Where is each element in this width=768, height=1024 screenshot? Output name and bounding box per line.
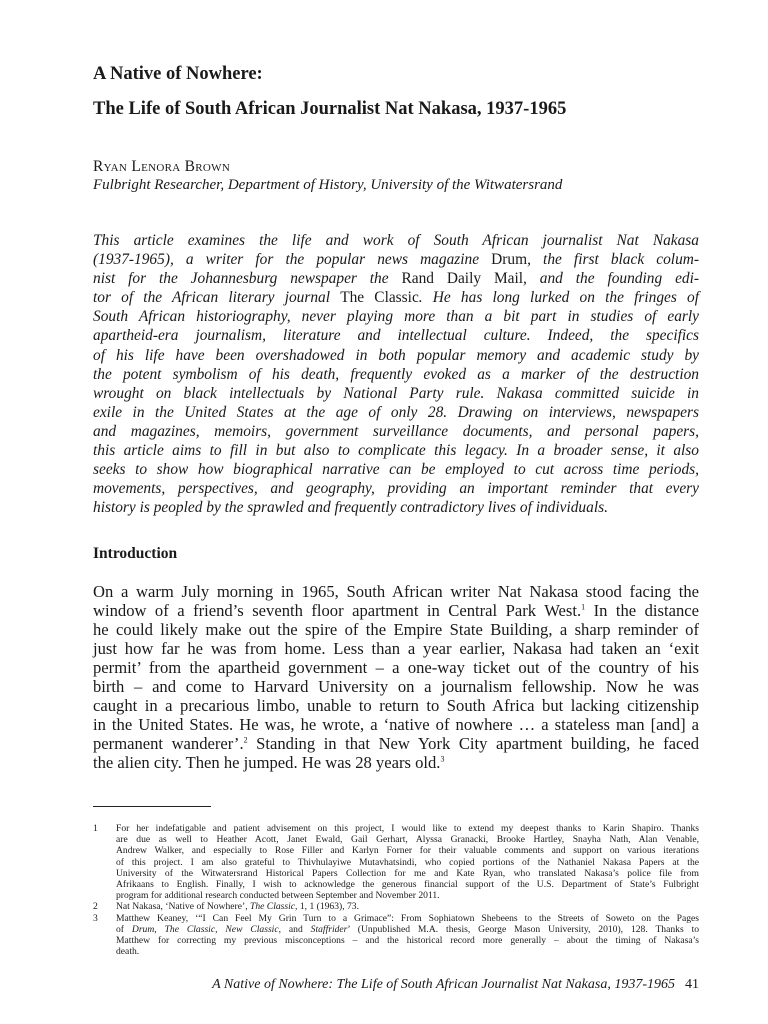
- abstract-line: South African historiography, never playing more than a bit part in studies of early: [93, 308, 699, 326]
- footnote-line: Afrikaans to English. Finally, I wish to acknowledge the generous financial support of the U.S. Department of State’s Fulbright: [116, 878, 699, 890]
- footnote-2: [93, 901, 699, 912]
- footnote-line: of this project. I am also grateful to Thivhulayiwe Mutavhatsindi, who copied portions of the Nathaniel Nakasa Papers at the: [116, 856, 699, 868]
- page-number: 41: [685, 977, 699, 992]
- body-line: birth – and come to Harvard University on a journalism fellowship. Now he was: [93, 677, 699, 696]
- abstract-line: and magazines, memoirs, government surveillance documents, and personal papers,: [93, 422, 699, 440]
- body-line: window of a friend’s seventh floor apartment in Central Park West.$^1$ In the distance: [93, 601, 699, 620]
- footnote-line: program for additional research conducted between September and November 2011.: [116, 890, 440, 902]
- publication-name: Drum: [491, 251, 528, 269]
- publication-name: The Classic: [340, 289, 419, 307]
- footnote-ref-2[interactable]: 2: [243, 735, 248, 745]
- abstract-line: movements, perspectives, and geography, providing an important reminder that every: [93, 480, 699, 498]
- section-heading-introduction: Introduction: [93, 545, 178, 562]
- footnote-line: Matthew for correcting my previous misconceptions – and the historical record more generally – about the timing of Nakasa’s: [116, 934, 699, 946]
- footnote-line: are due as well to Heather Acott, Janet Ewald, Gail Gerhart, Alyssa Granacki, Brooke Hartley, Snayha Nath, Alan Venable,: [116, 834, 699, 846]
- body-line: permit’ from the apartheid government – a one-way ticket out of the country of his: [93, 658, 699, 677]
- footnotes: [93, 823, 699, 957]
- footnote-ref-1[interactable]: 1: [581, 602, 586, 612]
- running-footer: [212, 977, 699, 993]
- article-title-line1: A Native of Nowhere:: [93, 64, 263, 84]
- body-line: On a warm July morning in 1965, South African writer Nat Nakasa stood facing the: [93, 582, 699, 601]
- running-footer-title: A Native of Nowhere: The Life of South African Journalist Nat Nakasa, 1937-1965: [212, 977, 675, 992]
- body-line: permanent wanderer’.$^2$ Standing in that New York City apartment building, he faced: [93, 734, 699, 753]
- footnote-line: Nat Nakasa, ‘Native of Nowhere’, The Classic, 1, 1 (1963), 73.: [116, 901, 360, 913]
- footnote-line: For her indefatigable and patient advisement on this project, I would like to extend my deepest thanks to Karin Shapiro. Thanks: [116, 823, 699, 834]
- abstract-line: seeks to show how biographical narrative can be employed to cut across time periods,: [93, 461, 699, 479]
- footnote-ref-3[interactable]: 3: [440, 754, 445, 764]
- abstract-line: of his life have been overshadowed in both popular memory and academic study by: [93, 346, 699, 364]
- author-affiliation: Fulbright Researcher, Department of History, University of the Witwatersrand: [93, 177, 563, 193]
- body-line: the alien city. Then he jumped. He was 28 years old.$^3$: [93, 753, 445, 772]
- abstract-line: nist for the Johannesburg newspaper the Rand Daily Mail, and the founding edi-: [93, 270, 699, 288]
- abstract-line: exile in the United States at the age of only 28. Drawing on interviews, newspapers: [93, 403, 699, 421]
- footnote-number: 2: [93, 901, 98, 913]
- footnote-divider: [93, 806, 211, 807]
- introduction-paragraph: [93, 582, 699, 772]
- publication-name: Rand Daily Mail: [401, 270, 524, 288]
- abstract: [93, 231, 699, 517]
- abstract-line: apartheid-era journalism, literature and intellectual culture. Indeed, the specifics: [93, 327, 699, 345]
- abstract-line: wrought on black intellectuals by National Party rule. Nakasa committed suicide in: [93, 384, 699, 402]
- body-line: in the United States. He was, he wrote, a ‘native of nowhere … a stateless man [and] a: [93, 715, 699, 734]
- abstract-line: (1937-1965), a writer for the popular news magazine Drum, the first black colum-: [93, 251, 700, 269]
- abstract-line: tor of the African literary journal The Classic. He has long lurked on the fringes of: [93, 289, 699, 307]
- abstract-line: the potent symbolism of his death, frequently evoked as a marker of the destruction: [93, 365, 699, 383]
- abstract-line: This article examines the life and work of South African journalist Nat Nakasa: [93, 232, 699, 249]
- author-name: Ryan Lenora Brown: [93, 158, 231, 175]
- footnote-line: Matthew Keaney, ‘“I Can Feel My Grin Turn to a Grimace”: From Sophiatown Shebeens to the Streets of Soweto on the Pages: [116, 912, 699, 924]
- footnote-line: Andrew Walker, and especially to Rose Filler and Karlyn Forner for their valuable comments and support on various iterations: [116, 845, 699, 857]
- body-line: just how far he was from home. Less than a year earlier, Nakasa had taken an ‘exit: [93, 639, 699, 658]
- footnote-number: 3: [93, 912, 98, 924]
- abstract-line: this article aims to fill in but also to complicate this legacy. In a broader sense, it also: [93, 442, 699, 460]
- abstract-line: history is peopled by the sprawled and frequently contradictory lives of individuals.: [93, 499, 608, 517]
- footnote-number: 1: [93, 823, 98, 834]
- footnote-line: of Drum, The Classic, New Classic, and Staffrider’ (Unpublished M.A. thesis, George Mason University, 2010), 128. Thanks to: [116, 923, 700, 935]
- body-line: caught in a precarious limbo, unable to return to South Africa but lacking citizenship: [93, 696, 699, 715]
- footnote-line: University of the Witwatersrand Historical Papers Collection for me and Kate Ryan, who translated Nakasa’s police file from: [116, 867, 699, 879]
- footnote-3: [93, 913, 699, 958]
- article-title-line2: The Life of South African Journalist Nat Nakasa, 1937-1965: [93, 99, 567, 119]
- body-line: he could likely make out the spire of the Empire State Building, a sharp reminder of: [93, 620, 699, 639]
- footnote-1: [93, 823, 699, 901]
- footnote-line: death.: [116, 946, 140, 958]
